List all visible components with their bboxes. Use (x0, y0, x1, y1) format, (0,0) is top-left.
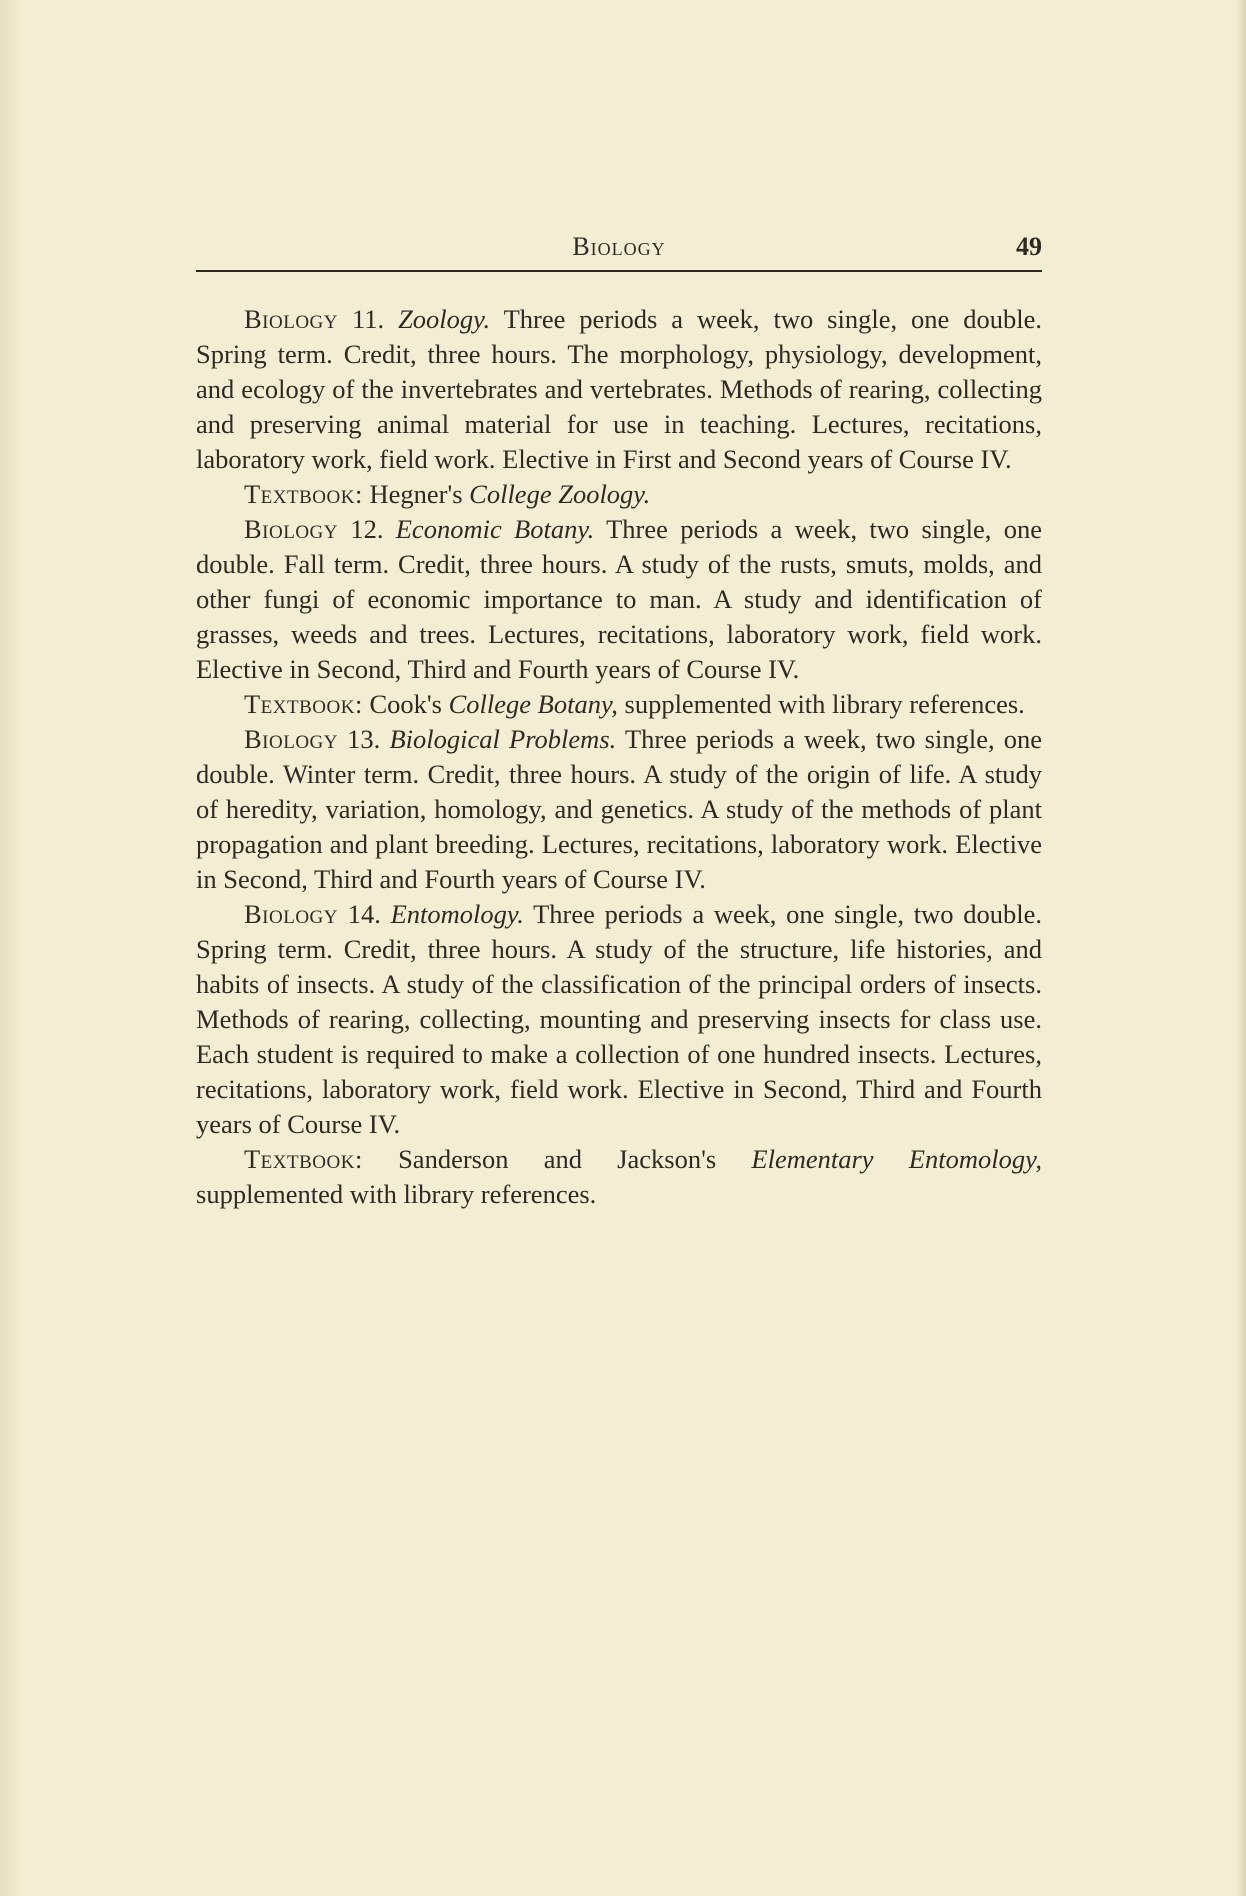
course-entry (196, 302, 1042, 477)
textbook-note: supplemented with library references. (624, 689, 1025, 719)
textbook-label: Textbook: (244, 1144, 363, 1174)
course-number: 14. (347, 899, 381, 929)
textbook-label: Textbook: (244, 689, 363, 719)
page-number: 49 (1016, 232, 1042, 261)
textbook-title: Elementary Entomology, (751, 1144, 1043, 1174)
course-title: Zoology. (398, 304, 491, 334)
page-edge-shadow (0, 0, 24, 1896)
course-title: Biological Problems. (389, 724, 617, 754)
page-edge-shadow-right (1236, 0, 1246, 1896)
course-code: Biology (244, 724, 338, 754)
textbook-line (196, 477, 1042, 512)
course-entry (196, 512, 1042, 687)
textbook-line (196, 687, 1042, 722)
course-listing (196, 302, 1042, 1212)
textbook-line (196, 1142, 1042, 1212)
course-description: Three periods a week, one single, two double. Spring term. Credit, three hours. A study of the structure, life histories, and habits of insects. A study of the classification of the principal orders of insects. Methods of rearing, collecting, mounting and preserving insects for class use. Each student is required to make a collection of one hundred insects. Lectures, recitations, laboratory work, field work. Elective in Second, Third and Fourth years of Course IV. (196, 899, 1042, 1139)
course-description: Three periods a week, two single, one double. Winter term. Credit, three hours. A study of the origin of life. A study of heredity, variation, homology, and genetics. A study of the methods of plant propagation and plant breeding. Lectures, recitations, laboratory work. Elective in Second, Third and Fourth years of Course IV. (196, 724, 1043, 894)
textbook-label: Textbook: (244, 479, 363, 509)
running-title: Biology (572, 232, 666, 261)
textbook-author: Cook's (369, 689, 442, 719)
course-description: Three periods a week, two single, one double. Fall term. Credit, three hours. A study of the rusts, smuts, molds, and other fungi of economic importance to man. A study and identification of grasses, weeds and trees. Lectures, recitations, laboratory work, field work. Elective in Second, Third and Fourth years of Course IV. (196, 514, 1042, 684)
course-code: Biology (244, 304, 338, 334)
textbook-title: College Botany, (448, 689, 618, 719)
textbook-title: College Zoology. (469, 479, 651, 509)
course-title: Entomology. (390, 899, 524, 929)
textbook-author: Hegner's (369, 479, 463, 509)
course-code: Biology (244, 899, 338, 929)
textbook-note: supplemented with library references. (196, 1179, 597, 1209)
course-description: Three periods a week, two single, one double. Spring term. Credit, three hours. The morphology, physiology, development, and ecology of the invertebrates and vertebrates. Methods of rearing, collecting and preserving animal material for use in teaching. Lectures, recitations, laboratory work, field work. Elective in First and Second years of Course IV. (196, 304, 1042, 474)
course-entry (196, 722, 1042, 897)
course-number: 11. (351, 304, 385, 334)
textbook-author: Sanderson and Jackson's (398, 1144, 717, 1174)
course-number: 12. (350, 514, 384, 544)
course-code: Biology (244, 514, 338, 544)
page-content (196, 230, 1042, 1212)
running-head (196, 230, 1042, 272)
course-number: 13. (347, 724, 381, 754)
course-entry (196, 897, 1042, 1142)
course-title: Economic Botany. (395, 514, 595, 544)
